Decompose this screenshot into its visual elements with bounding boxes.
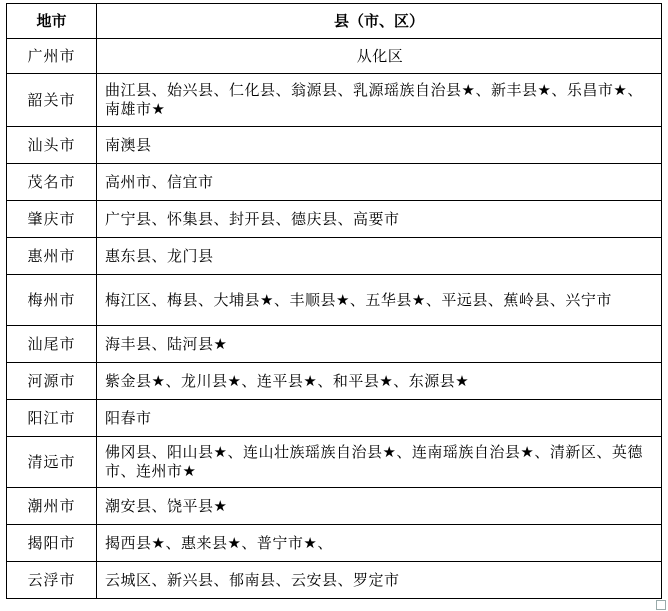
counties-cell: 梅江区、梅县、大埔县★、丰顺县★、五华县★、平远县、蕉岭县、兴宁市 [97, 275, 662, 326]
header-counties: 县（市、区） [97, 4, 662, 39]
city-cell: 云浮市 [7, 562, 97, 599]
city-cell: 阳江市 [7, 400, 97, 437]
table-row [7, 400, 662, 437]
header-row [7, 4, 662, 39]
city-cell: 韶关市 [7, 74, 97, 127]
city-cell: 广州市 [7, 39, 97, 74]
table-row [7, 164, 662, 201]
table-row [7, 238, 662, 275]
city-cell: 汕尾市 [7, 326, 97, 363]
counties-cell: 惠东县、龙门县 [97, 238, 662, 275]
table-row [7, 127, 662, 164]
counties-cell: 阳春市 [97, 400, 662, 437]
counties-cell: 紫金县★、龙川县★、连平县★、和平县★、东源县★ [97, 363, 662, 400]
resize-handle-icon [656, 600, 666, 610]
city-cell: 清远市 [7, 437, 97, 488]
city-cell: 肇庆市 [7, 201, 97, 238]
counties-cell: 潮安县、饶平县★ [97, 488, 662, 525]
counties-cell: 佛冈县、阳山县★、连山壮族瑶族自治县★、连南瑶族自治县★、清新区、英德市、连州市★ [97, 437, 662, 488]
table-row [7, 201, 662, 238]
table-row [7, 525, 662, 562]
city-cell: 揭阳市 [7, 525, 97, 562]
table-row [7, 562, 662, 599]
header-city: 地市 [7, 4, 97, 39]
table-row [7, 74, 662, 127]
table-row [7, 363, 662, 400]
counties-cell: 广宁县、怀集县、封开县、德庆县、高要市 [97, 201, 662, 238]
city-cell: 河源市 [7, 363, 97, 400]
table-row [7, 437, 662, 488]
city-cell: 惠州市 [7, 238, 97, 275]
counties-cell: 高州市、信宜市 [97, 164, 662, 201]
city-cell: 潮州市 [7, 488, 97, 525]
counties-cell: 从化区 [97, 39, 662, 74]
counties-cell: 曲江县、始兴县、仁化县、翁源县、乳源瑶族自治县★、新丰县★、乐昌市★、南雄市★ [97, 74, 662, 127]
table-row [7, 488, 662, 525]
counties-cell: 南澳县 [97, 127, 662, 164]
table-row [7, 275, 662, 326]
county-table [6, 3, 662, 599]
city-cell: 茂名市 [7, 164, 97, 201]
city-cell: 梅州市 [7, 275, 97, 326]
table-row [7, 326, 662, 363]
counties-cell: 海丰县、陆河县★ [97, 326, 662, 363]
counties-cell: 云城区、新兴县、郁南县、云安县、罗定市 [97, 562, 662, 599]
table-row [7, 39, 662, 74]
city-cell: 汕头市 [7, 127, 97, 164]
counties-cell: 揭西县★、惠来县★、普宁市★、 [97, 525, 662, 562]
